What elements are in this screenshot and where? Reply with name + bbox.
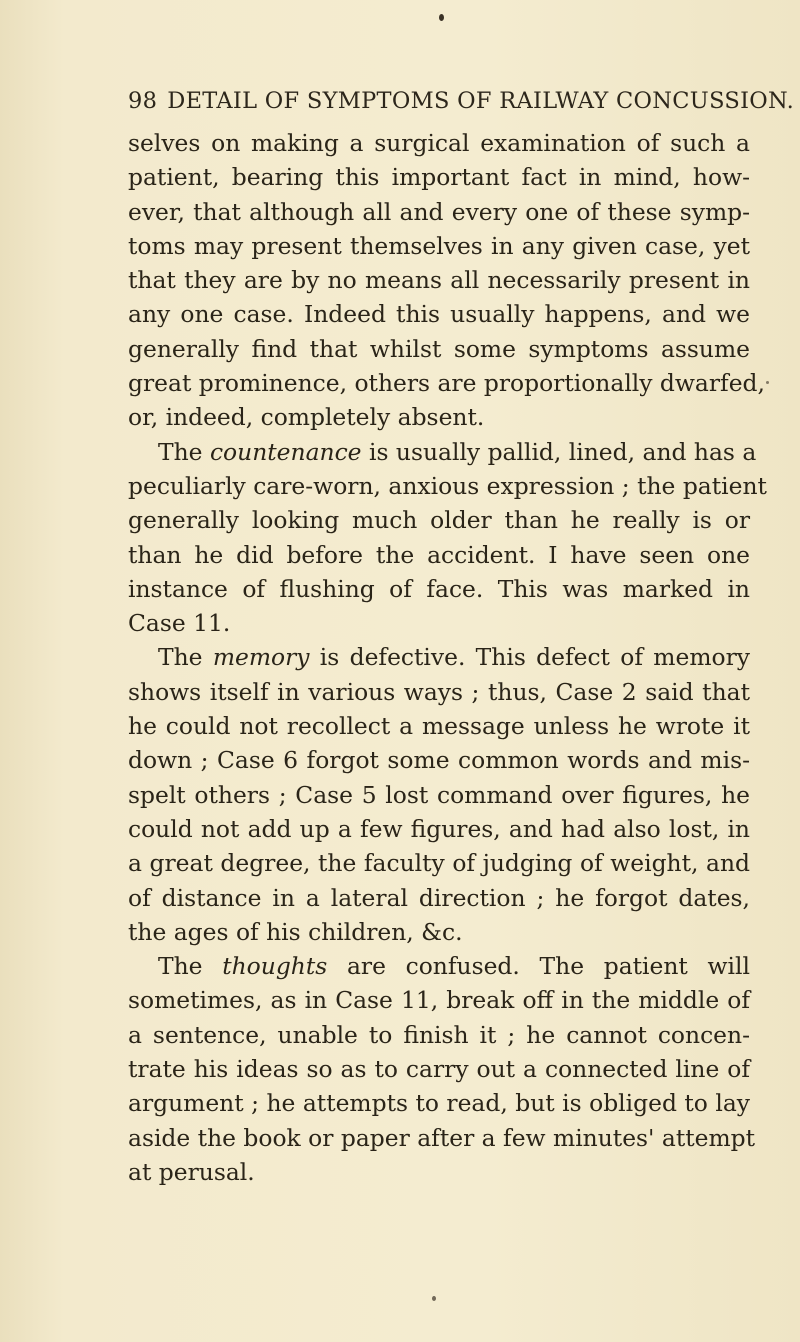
line-rest: is usually pallid, lined, and has a xyxy=(361,437,757,466)
body-text xyxy=(128,126,767,1189)
running-title: DETAIL OF SYMPTOMS OF RAILWAY CONCUSSION. xyxy=(167,88,795,114)
lead-word: The xyxy=(158,643,213,672)
line-rest: is defective. This defect of memory xyxy=(309,643,750,672)
text-line: or, indeed, completely absent. xyxy=(128,403,485,432)
paragraph-first-line xyxy=(128,435,757,469)
text-line: argument ; he attempts to read, but is obliged to lay xyxy=(128,1089,750,1118)
lead-word: The xyxy=(158,952,223,981)
text-line: instance of flushing of face. This was marked in xyxy=(128,574,750,603)
text-line: a sentence, unable to finish it ; he cannot concen- xyxy=(128,1020,750,1049)
text-line: down ; Case 6 forgot some common words and mis- xyxy=(128,746,750,775)
text-line: a great degree, the faculty of judging of weight, and xyxy=(128,849,750,878)
text-line: trate his ideas so as to carry out a connected line of xyxy=(128,1055,750,1084)
text-line: at perusal. xyxy=(128,1157,255,1186)
text-line: peculiarly care-worn, anxious expression ; the patient xyxy=(128,471,767,500)
text-line: toms may present themselves in any given case, yet xyxy=(128,231,750,260)
text-line: generally looking much older than he really is or xyxy=(128,506,750,535)
text-line: aside the book or paper after a few minutes' attempt xyxy=(128,1123,756,1152)
ink-speck-margin xyxy=(766,381,769,384)
text-line: ever, that although all and every one of these symp- xyxy=(128,197,750,226)
text-line: that they are by no means all necessarily present in xyxy=(128,266,750,295)
text-line: the ages of his children, &c. xyxy=(128,917,463,946)
text-line: spelt others ; Case 5 lost command over figures, he xyxy=(128,780,750,809)
italic-term-thoughts: thoughts xyxy=(222,952,328,981)
text-line: shows itself in various ways ; thus, Case 2 said that xyxy=(128,677,750,706)
text-line: great prominence, others are proportionally dwarfed, xyxy=(128,369,765,398)
italic-term-countenance: countenance xyxy=(209,437,362,466)
text-line: selves on making a surgical examination of such a xyxy=(128,129,750,157)
text-line: he could not recollect a message unless he wrote it xyxy=(128,712,750,741)
lead-word: The xyxy=(158,437,210,466)
text-line: could not add up a few figures, and had also lost, in xyxy=(128,814,750,843)
ink-speck-top xyxy=(439,14,444,21)
page-number: 98 xyxy=(128,88,158,114)
text-line: than he did before the accident. I have seen one xyxy=(128,540,750,569)
text-line: Case 11. xyxy=(128,609,231,638)
running-head xyxy=(128,88,795,114)
ink-speck-bottom xyxy=(432,1296,436,1301)
line-rest: are confused. The patient will xyxy=(327,952,750,981)
paragraph-first-line xyxy=(128,949,750,983)
text-line: of distance in a lateral direction ; he forgot dates, xyxy=(128,883,750,912)
text-line: any one case. Indeed this usually happens, and we xyxy=(128,300,750,329)
italic-term-memory: memory xyxy=(212,643,310,672)
text-line: generally find that whilst some symptoms assume xyxy=(128,334,750,363)
text-line: patient, bearing this important fact in mind, how- xyxy=(128,163,750,192)
paragraph-first-line xyxy=(128,640,750,674)
text-line: sometimes, as in Case 11, break off in the middle of xyxy=(128,986,750,1015)
